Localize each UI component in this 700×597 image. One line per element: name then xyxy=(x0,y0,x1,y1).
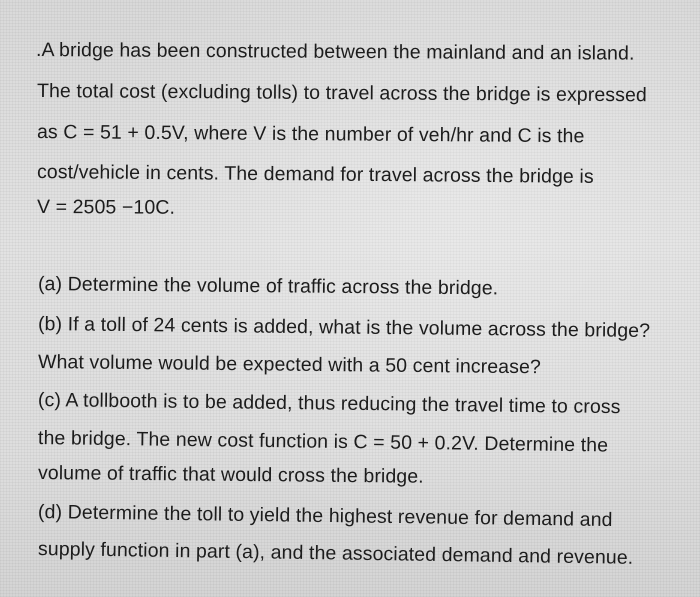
question-b-continued: What volume would be expected with a 50 cent increase? xyxy=(37,351,542,379)
question-d-continued: supply function in part (a), and the associated demand and revenue. xyxy=(37,538,634,569)
question-c: (c) A tollbooth is to be added, thus reducing the travel time to cross xyxy=(37,389,621,419)
question-a: (a) Determine the volume of traffic across the bridge. xyxy=(37,273,499,300)
intro-line-1: .A bridge has been constructed between the mainland and an island. xyxy=(35,39,635,65)
intro-line-2: The total cost (excluding tolls) to travel across the bridge is expressed xyxy=(36,80,647,107)
intro-line-4: cost/vehicle in cents. The demand for travel across the bridge is xyxy=(36,161,594,188)
intro-line-3: as C = 51 + 0.5V, where V is the number of veh/hr and C is the xyxy=(36,121,585,148)
demand-equation: V = 2505 −10C. xyxy=(36,196,176,219)
question-b: (b) If a toll of 24 cents is added, what is the volume across the bridge? xyxy=(37,313,651,342)
question-c-continued-1: the bridge. The new cost function is C = 50 + 0.2V. Determine the xyxy=(37,427,609,457)
question-d: (d) Determine the toll to yield the highest revenue for demand and xyxy=(37,501,613,532)
question-c-continued-2: volume of traffic that would cross the bridge. xyxy=(37,462,424,488)
